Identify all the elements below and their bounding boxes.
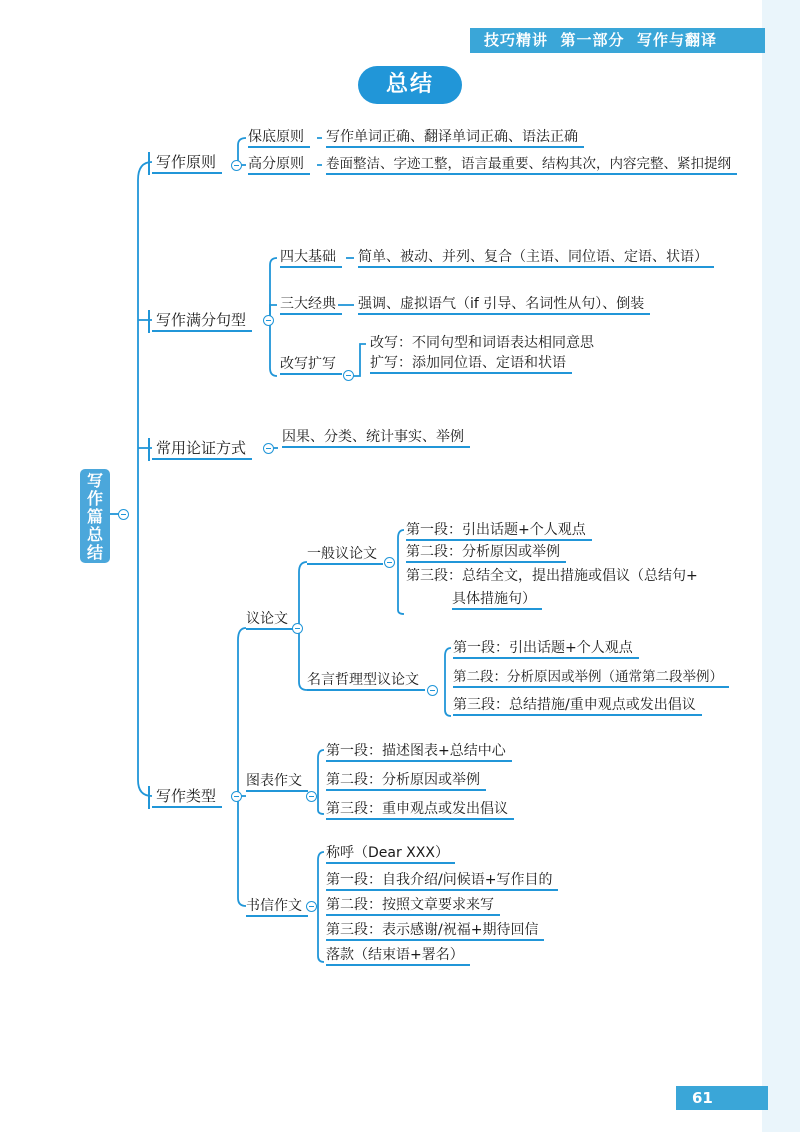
root-char: 总 (86, 525, 103, 544)
collapse-icon[interactable] (263, 443, 274, 454)
principle-detail: 写作单词正确、翻译单词正确、语法正确 (326, 128, 584, 148)
category-writing-types: 写作类型 (152, 786, 222, 808)
paragraph-item: 第一段：自我介绍/问候语+写作目的 (326, 871, 558, 891)
sentence-type-detail: 简单、被动、并列、复合（主语、同位语、定语、状语） (358, 248, 714, 268)
collapse-icon[interactable] (343, 370, 354, 381)
type-chart: 图表作文 (246, 772, 308, 792)
collapse-icon[interactable] (231, 791, 242, 802)
collapse-icon[interactable] (306, 901, 317, 912)
type-letter: 书信作文 (246, 897, 308, 917)
paragraph-item: 第二段：分析原因或举例（通常第二段举例） (453, 668, 729, 688)
subtype-general-argumentative: 一般议论文 (307, 545, 383, 565)
paragraph-item: 第三段：总结措施/重申观点或发出倡议 (453, 696, 702, 716)
argument-methods-detail: 因果、分类、统计事实、举例 (282, 428, 470, 448)
sentence-type-detail: 强调、虚拟语气（if 引导、名词性从句）、倒装 (358, 295, 650, 315)
principle-detail: 卷面整洁、字迹工整，语言最重要、结构其次，内容完整、紧扣提纲 (326, 155, 737, 175)
collapse-icon[interactable] (118, 509, 129, 520)
paragraph-item: 第二段：按照文章要求来写 (326, 896, 500, 916)
category-argument-methods: 常用论证方式 (152, 438, 252, 460)
sentence-type-detail: 改写：不同句型和词语表达相同意思 (370, 335, 594, 351)
root-char: 写 (86, 471, 103, 490)
header-topic: 写作与翻译 (636, 31, 717, 49)
root-char: 篇 (86, 507, 103, 526)
root-node (80, 469, 110, 563)
page-number: 61 (676, 1086, 768, 1110)
collapse-icon[interactable] (263, 315, 274, 326)
paragraph-item: 称呼（Dear XXX） (326, 844, 455, 864)
paragraph-item: 第二段：分析原因或举例 (326, 771, 486, 791)
header-section: 技巧精讲 (484, 31, 549, 49)
page-title: 总结 (358, 66, 462, 104)
principle-label: 保底原则 (248, 128, 310, 148)
paragraph-item: 第一段：引出话题+个人观点 (453, 639, 639, 659)
subtype-motto-argumentative: 名言哲理型议论文 (307, 671, 425, 691)
collapse-icon[interactable] (231, 160, 242, 171)
paragraph-item: 第三段：重申观点或发出倡议 (326, 800, 514, 820)
sentence-type-detail: 扩写：添加同位语、定语和状语 (370, 354, 572, 374)
sentence-type-label: 三大经典 (280, 295, 342, 315)
paragraph-item: 第三段：表示感谢/祝福+期待回信 (326, 921, 544, 941)
principle-label: 高分原则 (248, 155, 310, 175)
collapse-icon[interactable] (427, 685, 438, 696)
type-argumentative: 议论文 (246, 610, 294, 630)
paragraph-item: 落款（结束语+署名） (326, 946, 470, 966)
category-writing-principles: 写作原则 (152, 152, 222, 174)
collapse-icon[interactable] (306, 791, 317, 802)
category-high-score-sentences: 写作满分句型 (152, 310, 252, 332)
sentence-type-label: 四大基础 (280, 248, 342, 268)
collapse-icon[interactable] (292, 623, 303, 634)
paragraph-item: 第一段：引出话题+个人观点 (406, 521, 592, 541)
root-char: 结 (86, 543, 103, 562)
sentence-type-label: 改写扩写 (280, 355, 342, 375)
paragraph-item: 第二段：分析原因或举例 (406, 543, 566, 563)
header-part: 第一部分 (560, 31, 625, 49)
root-char: 作 (86, 489, 103, 508)
paragraph-item: 第一段：描述图表+总结中心 (326, 742, 512, 762)
paragraph-item-cont: 具体措施句） (452, 590, 542, 610)
paragraph-item: 第三段：总结全文，提出措施或倡议（总结句+ (406, 568, 698, 584)
collapse-icon[interactable] (384, 557, 395, 568)
